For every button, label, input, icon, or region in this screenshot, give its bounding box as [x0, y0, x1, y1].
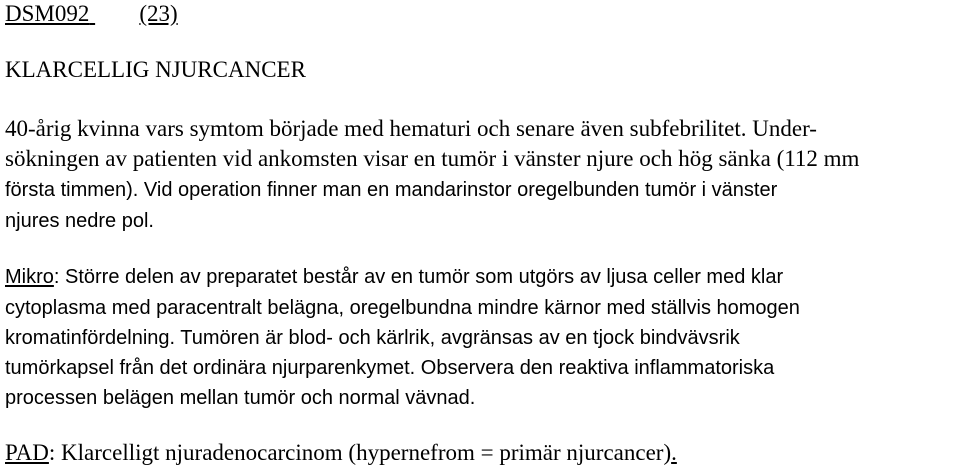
history-line-4: njures nedre pol.	[5, 210, 154, 232]
mikro-line-4: tumörkapsel från det ordinära njurparenkymet. Observera den reaktiva inflammatoriska	[5, 357, 775, 379]
history-line-2: sökningen av patienten vid ankomsten visar en tumör i vänster njure och hög sänka (112 mm	[5, 146, 860, 171]
history-line-3: första timmen). Vid operation finner man en mandarinstor oregelbunden tumör i vänster	[5, 179, 778, 201]
mikro-line-2: cytoplasma med paracentralt belägna, oregelbundna mindre kärnor med ställvis homogen	[5, 297, 800, 319]
document-title: KLARCELLIG NJURCANCER	[5, 57, 306, 82]
mikro-label: Mikro	[5, 266, 54, 288]
mikro-line-1	[5, 262, 783, 292]
pad-label: PAD	[5, 440, 49, 465]
mikro-line-5: processen belägen mellan tumör och normal vävnad.	[5, 387, 476, 409]
case-header	[5, 0, 178, 29]
pad-period: .	[671, 440, 677, 465]
mikro-line-3: kromatinfördelning. Tumören är blod- och kärlrik, avgränsas av en tjock bindvävsrik	[5, 327, 740, 349]
history-line-1: 40-årig kvinna vars symtom började med hematuri och senare även subfebrilitet. Under-	[5, 116, 817, 141]
case-number: (23)	[139, 1, 178, 26]
header-gap	[89, 0, 139, 29]
case-code: DSM092	[5, 1, 90, 26]
pad-line	[5, 438, 677, 468]
mikro-line-1-text: : Större delen av preparatet består av en tumör som utgörs av ljusa celler med klar	[53, 266, 784, 288]
pad-text: : Klarcelligt njuradenocarcinom (hypernefrom = primär njurcancer)	[48, 440, 672, 465]
